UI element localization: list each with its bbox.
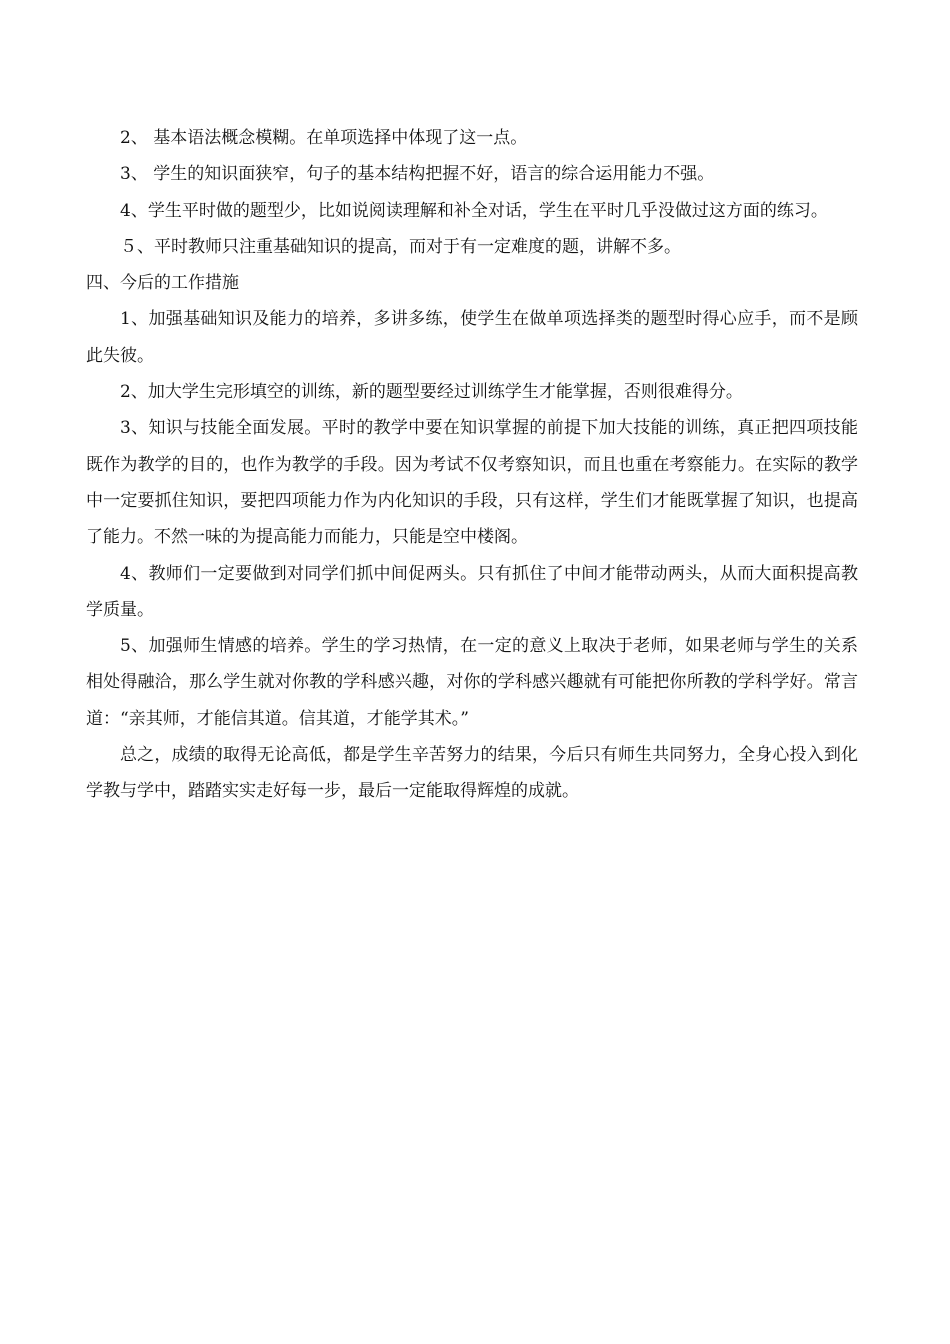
document-body — [86, 120, 858, 810]
measure-item-3: 3、知识与技能全面发展。平时的教学中要在知识掌握的前提下加大技能的训练，真正把四项技能既作为教学的目的，也作为教学的手段。因为考试不仅考察知识，而且也重在考察能力。在实际的教学中一定要抓住知识，要把四项能力作为内化知识的手段，只有这样，学生们才能既掌握了知识，也提高了能力。不然一味的为提高能力而能力，只能是空中楼阁。 — [86, 418, 858, 548]
paragraph-item-5: ５、平时教师只注重基础知识的提高，而对于有一定难度的题，讲解不多。 — [120, 236, 681, 257]
paragraph-item-3: 3、 学生的知识面狭窄，句子的基本结构把握不好，语言的综合运用能力不强。 — [120, 164, 715, 185]
measure-item-1: 1、加强基础知识及能力的培养，多讲多练，使学生在做单项选择类的题型时得心应手，而不是顾此失彼。 — [86, 309, 858, 366]
conclusion-paragraph: 总之，成绩的取得无论高低，都是学生辛苦努力的结果，今后只有师生共同努力，全身心投入到化学教与学中，踏踏实实走好每一步，最后一定能取得辉煌的成就。 — [86, 745, 858, 802]
measure-item-2: 2、加大学生完形填空的训练，新的题型要经过训练学生才能掌握，否则很难得分。 — [120, 382, 743, 403]
measure-item-4: 4、教师们一定要做到对同学们抓中间促两头。只有抓住了中间才能带动两头，从而大面积提高教学质量。 — [86, 563, 858, 620]
paragraph-item-2: 2、 基本语法概念模糊。在单项选择中体现了这一点。 — [120, 128, 528, 148]
section-heading: 四、今后的工作措施 — [86, 273, 239, 294]
measure-item-5: 5、加强师生情感的培养。学生的学习热情，在一定的意义上取决于老师，如果老师与学生的关系相处得融洽，那么学生就对你教的学科感兴趣，对你的学科感兴趣就有可能把你所教的学科学好。常言道：“亲其师，才能信其道。信其道，才能学其术。” — [86, 636, 858, 729]
paragraph-item-4: 4、学生平时做的题型少，比如说阅读理解和补全对话，学生在平时几乎没做过这方面的练习。 — [120, 200, 828, 221]
